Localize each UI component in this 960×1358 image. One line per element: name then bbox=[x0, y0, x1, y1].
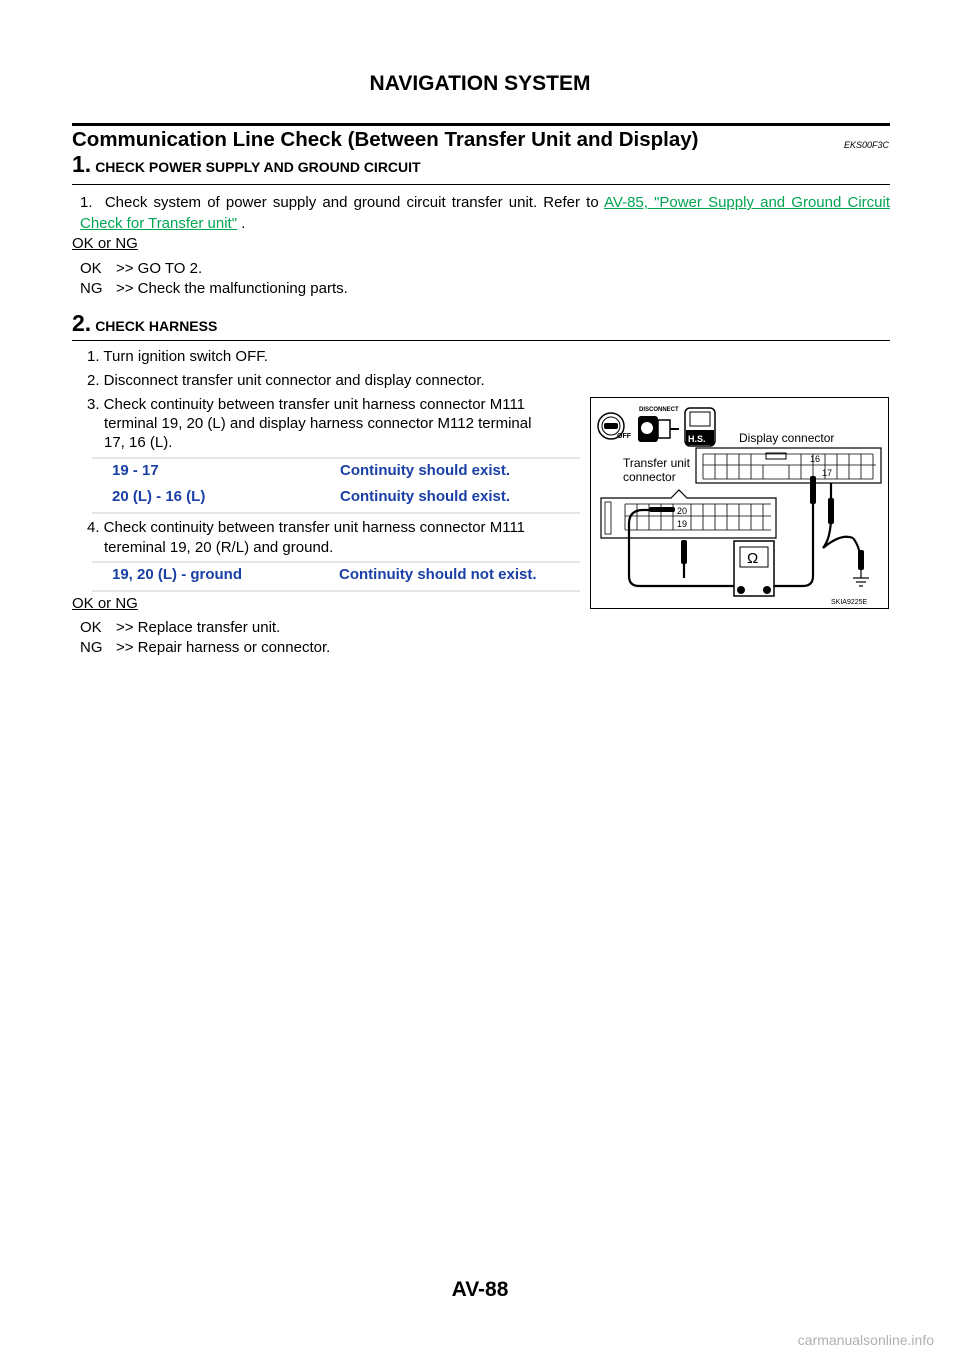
step2-item-4: 4. Check continuity between transfer unit harness connector M111 bbox=[87, 519, 526, 536]
spec3-right: Continuity should not exist. bbox=[339, 566, 537, 583]
watermark: carmanualsonline.info bbox=[797, 1332, 934, 1348]
title-rule bbox=[72, 123, 890, 126]
step1-ng-result bbox=[80, 278, 348, 299]
ng-key: NG bbox=[80, 639, 103, 656]
spec2-divider bbox=[92, 561, 580, 563]
ground-icon bbox=[853, 570, 869, 586]
ok-text: >> GO TO 2. bbox=[116, 260, 203, 277]
spec2-right: Continuity should exist. bbox=[340, 488, 511, 505]
page-number: AV-88 bbox=[451, 1278, 509, 1301]
diagram-ref-code: SKIA9225E bbox=[831, 599, 868, 606]
step2-ok-or-ng: OK or NG bbox=[72, 595, 138, 612]
step1-ok-or-ng: OK or NG bbox=[72, 235, 138, 252]
step2-item-3-cont1: terminal 19, 20 (L) and display harness connector M112 terminal bbox=[104, 415, 532, 432]
step2-label: CHECK HARNESS bbox=[95, 318, 218, 334]
step2-item-4-cont: tereminal 19, 20 (R/L) and ground. bbox=[104, 539, 334, 556]
hs-label: H.S. bbox=[688, 434, 706, 444]
ohm-symbol: Ω bbox=[747, 550, 759, 567]
pin-19: 19 bbox=[677, 519, 688, 529]
step2-heading bbox=[72, 310, 217, 337]
step2-ng-result bbox=[80, 637, 330, 658]
spec1-left: 19 - 17 bbox=[112, 462, 159, 479]
step1-item-suffix: . bbox=[241, 215, 246, 232]
power-supply-link[interactable]: AV-85, "Power Supply and Ground Circuit Check for Transfer unit" bbox=[80, 194, 890, 232]
page-header: NAVIGATION SYSTEM bbox=[369, 72, 591, 95]
connector-label: connector bbox=[623, 470, 676, 484]
spec1-right: Continuity should exist. bbox=[340, 462, 511, 479]
pin-20: 20 bbox=[677, 506, 688, 516]
display-connector bbox=[696, 448, 881, 483]
spec1-divider-bottom bbox=[92, 512, 580, 514]
step2-number: 2. bbox=[72, 310, 92, 336]
ng-key: NG bbox=[80, 280, 103, 297]
display-connector-label: Display connector bbox=[739, 431, 835, 445]
pin-16: 16 bbox=[810, 454, 821, 464]
harness-diagram bbox=[590, 397, 889, 609]
step2-rule bbox=[72, 340, 890, 341]
transfer-unit-connector bbox=[601, 490, 776, 538]
disconnect-label: DISCONNECT bbox=[639, 407, 679, 413]
ng-text: >> Repair harness or connector. bbox=[116, 639, 331, 656]
ok-text: >> Replace transfer unit. bbox=[116, 619, 281, 636]
harness-diagram-svg bbox=[591, 398, 888, 608]
step1-number: 1. bbox=[72, 151, 92, 177]
step2-item-2: 2. Disconnect transfer unit connector and display connector. bbox=[87, 372, 485, 389]
spec2-divider-bottom bbox=[92, 590, 580, 592]
off-label: OFF bbox=[617, 433, 631, 440]
spec2-left: 20 (L) - 16 (L) bbox=[112, 488, 206, 505]
ignition-off-icon bbox=[598, 413, 632, 440]
pin-17: 17 bbox=[822, 468, 833, 478]
spec1-divider bbox=[92, 457, 580, 459]
step1-rule bbox=[72, 184, 890, 185]
step1-heading bbox=[72, 151, 421, 178]
step1-item-prefix: 1. bbox=[80, 194, 93, 211]
step1-label: CHECK POWER SUPPLY AND GROUND CIRCUIT bbox=[95, 159, 421, 175]
disconnect-icon bbox=[638, 407, 679, 442]
step2-ok-result bbox=[80, 617, 280, 638]
ng-text: >> Check the malfunctioning parts. bbox=[116, 280, 348, 297]
step2-item-1: 1. Turn ignition switch OFF. bbox=[87, 348, 268, 365]
step1-ok-result bbox=[80, 258, 202, 279]
harness-side-icon bbox=[685, 408, 715, 446]
transfer-unit-label: Transfer unit bbox=[623, 456, 690, 470]
step2-item-3: 3. Check continuity between transfer unit harness connector M111 bbox=[87, 396, 526, 413]
spec3-left: 19, 20 (L) - ground bbox=[112, 566, 243, 583]
section-code: EKS00F3C bbox=[843, 140, 889, 150]
step1-item bbox=[80, 192, 890, 234]
ok-key: OK bbox=[80, 260, 102, 277]
section-title: Communication Line Check (Between Transfer Unit and Display) bbox=[72, 128, 699, 151]
step1-item-text: Check system of power supply and ground circuit transfer unit. Refer to bbox=[104, 194, 599, 211]
ok-key: OK bbox=[80, 619, 102, 636]
ohmmeter-icon bbox=[734, 541, 774, 596]
step2-item-3-cont2: 17, 16 (L). bbox=[104, 434, 173, 451]
